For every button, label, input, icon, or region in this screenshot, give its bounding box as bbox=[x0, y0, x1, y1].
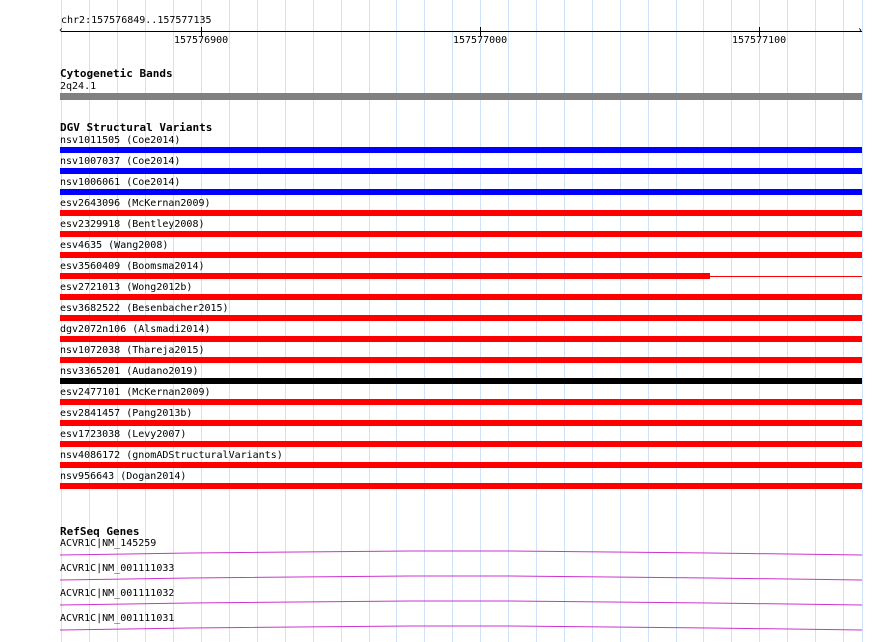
refseq-transcript-label[interactable]: ACVR1C|NM_001111032 bbox=[60, 588, 175, 599]
cytoband-track-title: Cytogenetic Bands bbox=[60, 67, 173, 80]
ruler-axis bbox=[61, 31, 862, 32]
ruler-tick-label: 157576900 bbox=[174, 35, 229, 46]
dgv-variant-bar[interactable] bbox=[60, 420, 862, 426]
grid-line bbox=[862, 0, 863, 642]
dgv-variant-bar[interactable] bbox=[60, 378, 862, 384]
ruler-tick-label: 157577100 bbox=[732, 35, 787, 46]
refseq-transcript-line bbox=[60, 551, 862, 555]
dgv-variant-bar[interactable] bbox=[60, 315, 862, 321]
dgv-variant-bar[interactable] bbox=[60, 336, 862, 342]
ruler-tick-label: 157577000 bbox=[453, 35, 508, 46]
dgv-variant-bar[interactable] bbox=[60, 294, 862, 300]
dgv-variant-bar[interactable] bbox=[60, 441, 862, 447]
dgv-variant-label[interactable]: esv2477101 (McKernan2009) bbox=[60, 387, 211, 398]
dgv-variant-label[interactable]: nsv1072038 (Thareja2015) bbox=[60, 345, 205, 356]
refseq-transcript-label[interactable]: ACVR1C|NM_001111033 bbox=[60, 563, 175, 574]
refseq-transcript-line bbox=[60, 626, 862, 630]
ruler-right-arrow-icon: › bbox=[857, 25, 864, 36]
dgv-track-title: DGV Structural Variants bbox=[60, 121, 213, 134]
ruler-location: chr2:157576849..157577135 bbox=[61, 15, 212, 26]
dgv-variant-bar[interactable] bbox=[60, 210, 862, 216]
dgv-variant-label[interactable]: dgv2072n106 (Alsmadi2014) bbox=[60, 324, 211, 335]
dgv-variant-label[interactable]: esv2643096 (McKernan2009) bbox=[60, 198, 211, 209]
dgv-variant-bar[interactable] bbox=[60, 189, 862, 195]
ruler-left-arrow-icon: ‹ bbox=[58, 25, 65, 36]
refseq-transcript-label[interactable]: ACVR1C|NM_145259 bbox=[60, 538, 157, 549]
dgv-variant-label[interactable]: nsv4086172 (gnomADStructuralVariants) bbox=[60, 450, 283, 461]
refseq-transcript-line bbox=[60, 601, 862, 605]
dgv-variant-label[interactable]: nsv1011505 (Coe2014) bbox=[60, 135, 181, 146]
cytoband-label: 2q24.1 bbox=[60, 81, 97, 92]
refseq-transcript-intron[interactable] bbox=[60, 623, 862, 631]
dgv-variant-label[interactable]: nsv1007037 (Coe2014) bbox=[60, 156, 181, 167]
dgv-variant-bar[interactable] bbox=[60, 357, 862, 363]
dgv-variant-label[interactable]: nsv3365201 (Audano2019) bbox=[60, 366, 199, 377]
dgv-variant-label[interactable]: esv2329918 (Bentley2008) bbox=[60, 219, 205, 230]
refseq-transcript-intron[interactable] bbox=[60, 598, 862, 606]
dgv-variant-bar[interactable] bbox=[60, 462, 862, 468]
dgv-variant-label[interactable]: esv2721013 (Wong2012b) bbox=[60, 282, 193, 293]
dgv-variant-label[interactable]: esv4635 (Wang2008) bbox=[60, 240, 169, 251]
refseq-transcript-intron[interactable] bbox=[60, 548, 862, 556]
dgv-variant-label[interactable]: nsv1006061 (Coe2014) bbox=[60, 177, 181, 188]
dgv-variant-bar[interactable] bbox=[60, 252, 862, 258]
cytoband-bar[interactable] bbox=[60, 93, 862, 100]
dgv-variant-label[interactable]: nsv956643 (Dogan2014) bbox=[60, 471, 187, 482]
dgv-variant-bar[interactable] bbox=[60, 273, 710, 279]
dgv-variant-label[interactable]: esv3560409 (Boomsma2014) bbox=[60, 261, 205, 272]
dgv-variant-bar[interactable] bbox=[60, 168, 862, 174]
dgv-variant-bar[interactable] bbox=[60, 483, 862, 489]
refseq-transcript-line bbox=[60, 576, 862, 580]
dgv-variant-bar[interactable] bbox=[60, 399, 862, 405]
dgv-variant-label[interactable]: esv3682522 (Besenbacher2015) bbox=[60, 303, 229, 314]
refseq-transcript-label[interactable]: ACVR1C|NM_001111031 bbox=[60, 613, 175, 624]
refseq-transcript-intron[interactable] bbox=[60, 573, 862, 581]
dgv-variant-bar[interactable] bbox=[60, 147, 862, 153]
dgv-variant-bar[interactable] bbox=[60, 231, 862, 237]
dgv-variant-label[interactable]: esv2841457 (Pang2013b) bbox=[60, 408, 193, 419]
refseq-track-title: RefSeq Genes bbox=[60, 525, 140, 538]
dgv-variant-label[interactable]: esv1723038 (Levy2007) bbox=[60, 429, 187, 440]
